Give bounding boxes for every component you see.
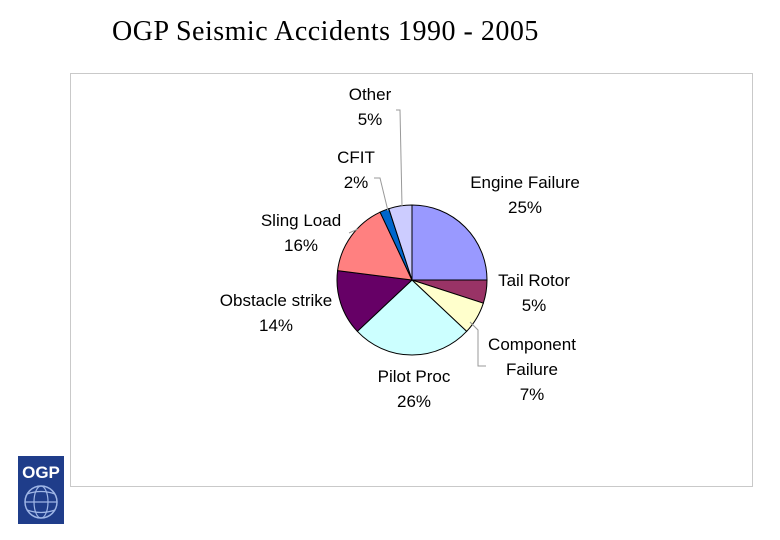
leader-line-other: [396, 110, 402, 206]
pie-slices: [337, 205, 487, 355]
leader-line-cfit: [374, 178, 388, 211]
logo-text: OGP: [22, 463, 60, 482]
data-label-engine-failure: Engine Failure 25%: [470, 173, 580, 217]
data-label-cfit: CFIT 2%: [337, 148, 375, 192]
data-label-component-failure: Component Failure 7%: [488, 335, 576, 404]
data-label-obstacle-strike: Obstacle strike 14%: [219, 291, 333, 335]
data-label-pilot-proc: Pilot Proc 26%: [377, 367, 451, 411]
data-label-other: Other 5%: [348, 85, 392, 129]
pie-slice-engine-failure: [412, 205, 487, 280]
data-label-sling-load: Sling Load 16%: [260, 211, 342, 255]
leader-line-component-failure: [470, 322, 486, 366]
data-label-tail-rotor: Tail Rotor 5%: [498, 271, 570, 315]
slide-title: OGP Seismic Accidents 1990 - 2005: [112, 16, 539, 47]
ogp-logo: [18, 456, 64, 524]
